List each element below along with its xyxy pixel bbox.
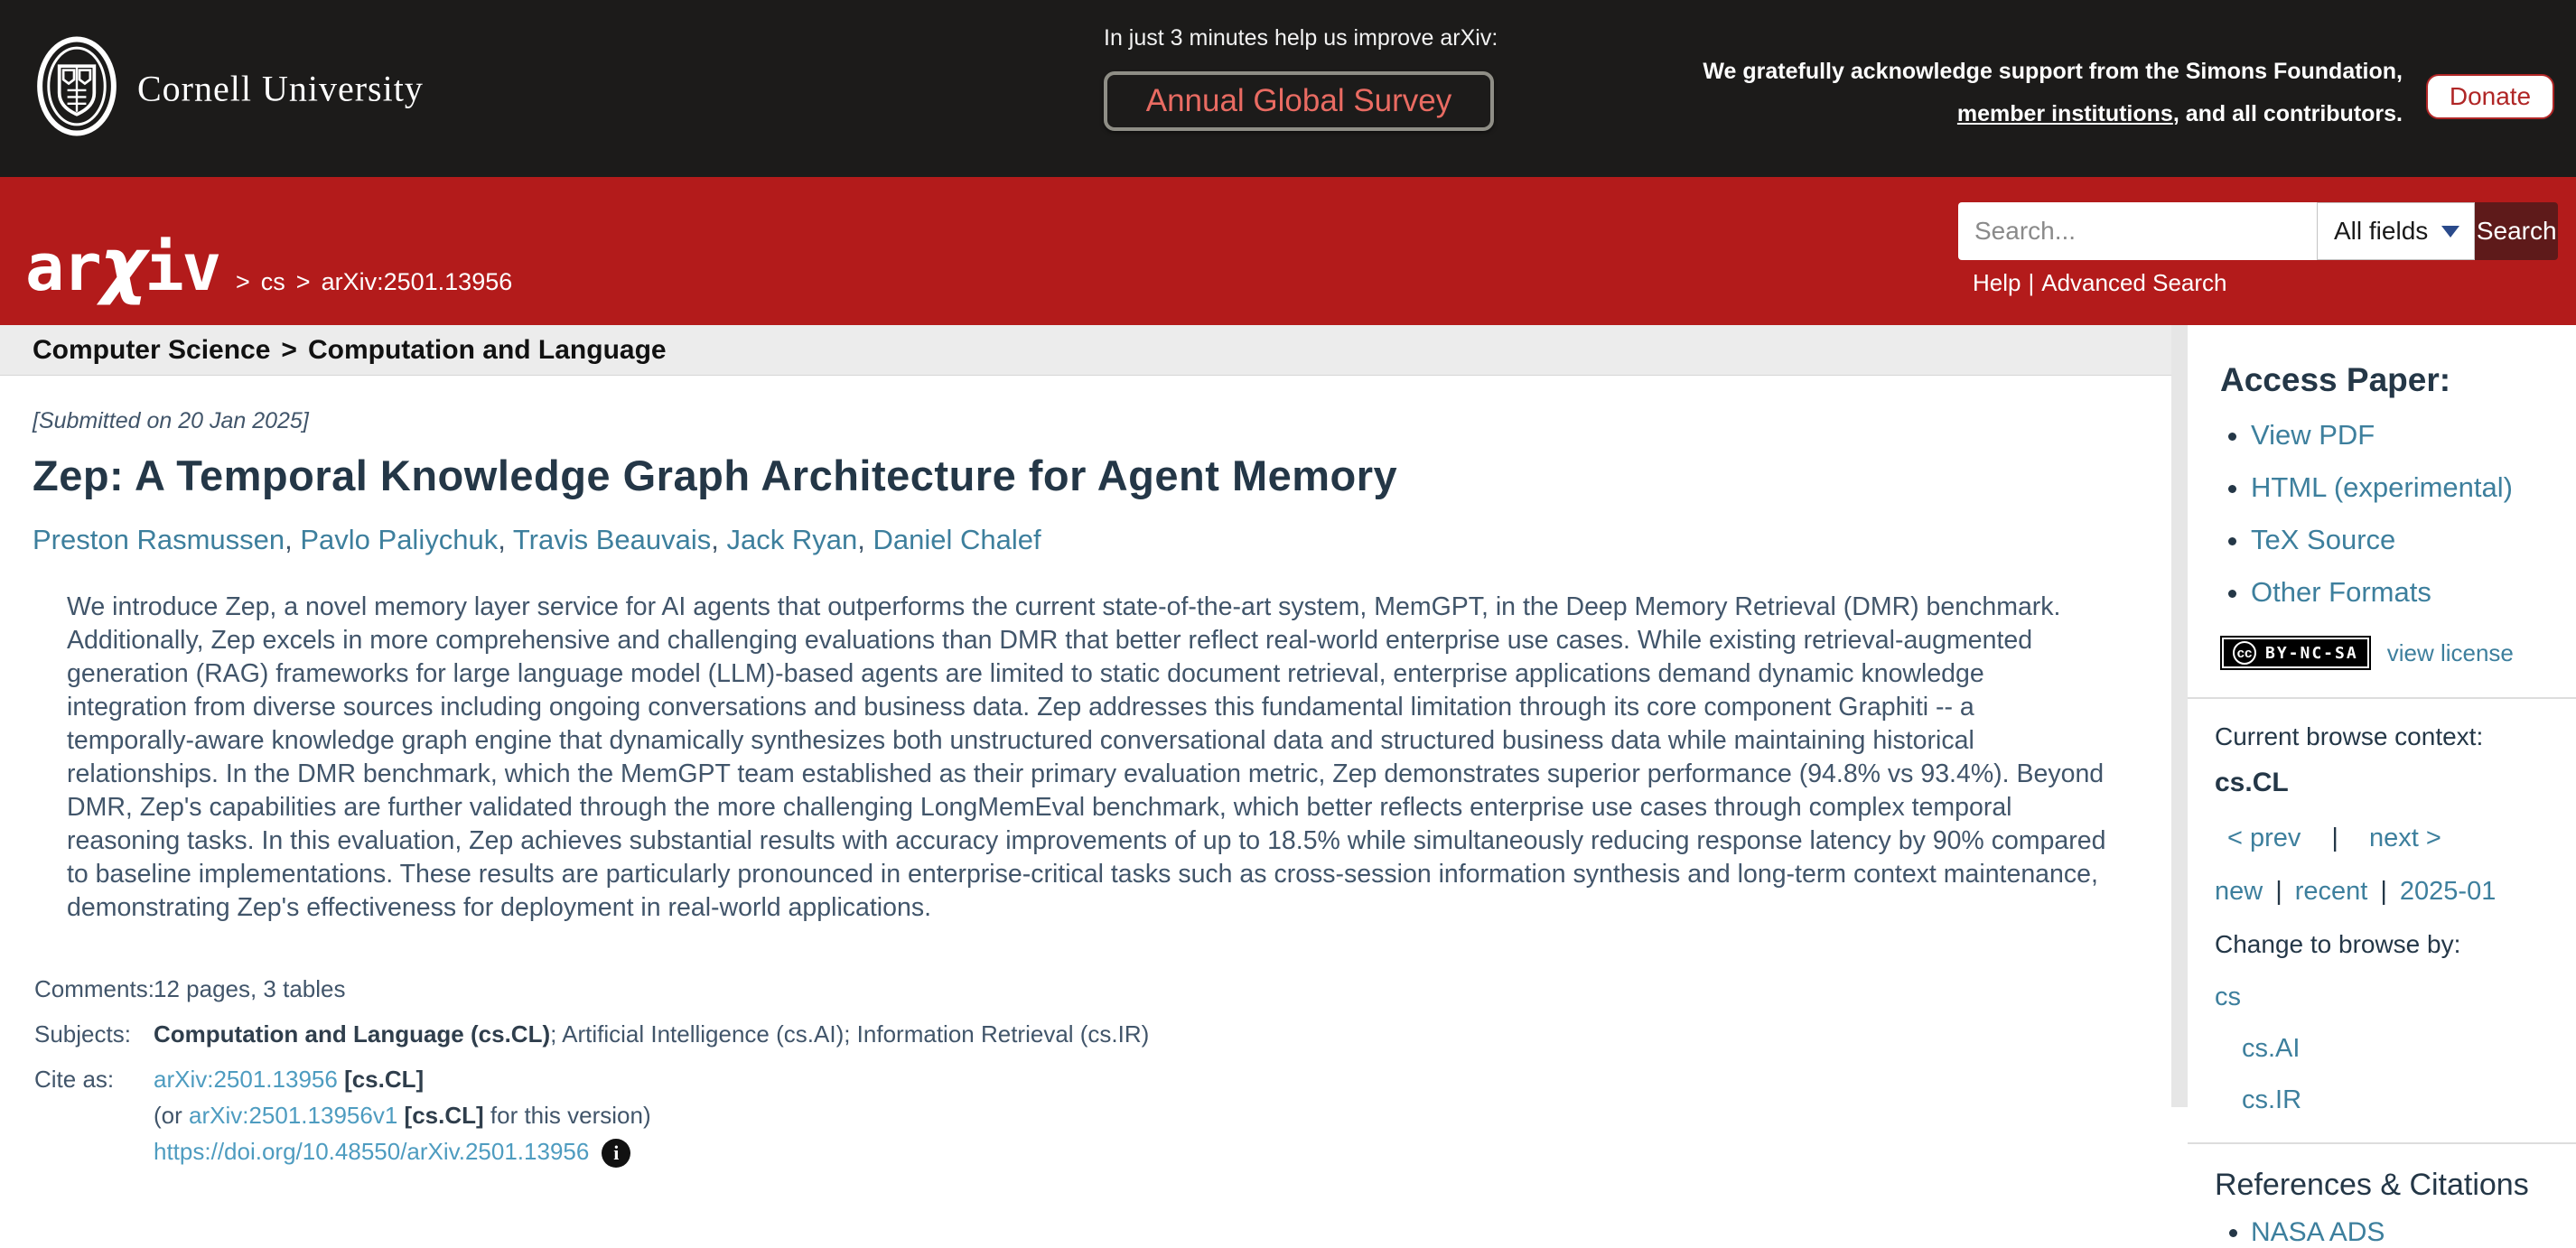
browse-context-label: Current browse context: — [2215, 722, 2484, 750]
cite-as-value — [154, 1062, 2135, 1170]
author-link[interactable]: Jack Ryan , — [727, 524, 873, 555]
breadcrumb-paper-id[interactable]: arXiv:2501.13956 — [321, 268, 513, 295]
access-paper-title: Access Paper: — [2220, 361, 2451, 398]
main-content — [0, 325, 2171, 1165]
browse-by-cs-ir — [2242, 1085, 2576, 1115]
other-formats-link[interactable]: Other Formats — [2251, 576, 2431, 608]
author-link[interactable]: Pavlo Paliychuk , — [300, 524, 513, 555]
search-field-select[interactable] — [2317, 202, 2475, 260]
authors-line — [33, 524, 2135, 556]
cs-ai-link[interactable]: cs.AI — [2242, 1034, 2301, 1063]
cornell-seal-icon — [36, 37, 117, 141]
author-link[interactable]: Daniel Chalef — [873, 524, 1041, 555]
cite-as-label: Cite as: — [34, 1066, 115, 1093]
author-link[interactable]: Preston Rasmussen , — [33, 524, 300, 555]
sidebar-divider — [2188, 1142, 2576, 1144]
view-license-link[interactable]: view license — [2386, 638, 2514, 666]
cc-icon: cc — [2233, 641, 2256, 665]
references-citations-title: References & Citations — [2215, 1168, 2529, 1202]
submission-date: [Submitted on 20 Jan 2025] — [33, 408, 309, 433]
chevron-down-icon — [2441, 226, 2459, 237]
donate-button[interactable]: Donate — [2426, 74, 2554, 119]
cite-line: arXiv:2501.13956 [cs.CL] — [154, 1066, 425, 1093]
next-link[interactable]: next > — [2368, 824, 2441, 852]
search-help-row: Help | Advanced Search — [1973, 269, 2227, 296]
arxiv-header — [0, 177, 2576, 325]
info-icon[interactable]: i — [602, 1139, 630, 1168]
subnav-archive[interactable]: Computer Science — [33, 334, 271, 365]
annual-global-survey-button[interactable]: Annual Global Survey — [1104, 71, 1494, 131]
browse-context-value: cs.CL — [2215, 768, 2289, 797]
list-item — [2251, 576, 2576, 609]
cs-ir-link[interactable]: cs.IR — [2242, 1085, 2302, 1114]
article — [0, 408, 2171, 1170]
comments-label: Comments: — [34, 975, 154, 1002]
references-links-list — [2207, 1217, 2576, 1248]
support-text — [1703, 51, 2403, 135]
abstract-text: We introduce Zep, a novel memory layer service for AI agents that outperforms the current state-of-the-art system, MemGPT, in the Deep Memory Retrieval (DMR) benchmark. Additionally, Zep excels in more comprehensive and challenging evaluations than DMR that better reflect real-world enterprise use cases. While existing retrieval-augmented generation (RAG) frameworks for large language model (LLM)-based agents are limited to static document retrieval, enterprise applications demand dynamic knowledge integration from diverse sources including ongoing conversations and business data. Zep addresses this fundamental limitation through its core component Graphiti -- a temporally-aware knowledge graph engine that dynamically synthesizes both unstructured conversational data and structured business data while maintaining historical relationships. In the DMR benchmark, which the MemGPT team established as their primary evaluation metric, Zep demonstrates superior performance (94.8% vs 93.4%). Beyond DMR, Zep's capabilities are further validated through the more challenging LongMemEval benchmark, which better reflects enterprise use cases through complex temporal reasoning tasks. In this evaluation, Zep achieves substantial results with accuracy improvements of up to 18.5% while simultaneously reducing response latency by 90% compared to baseline implementations. These results are particularly pronounced in enterprise-critical tasks such as cross-session information synthesis and long-term context maintenance, demonstrating Zep's effectiveness for deployment in real-world applications. — [67, 592, 2106, 922]
member-institutions-link[interactable]: member institutions — [1956, 101, 2173, 126]
survey-prompt: In just 3 minutes help us improve arXiv: — [1104, 25, 1498, 51]
license-row — [2220, 636, 2576, 670]
cornell-logo-block[interactable] — [36, 37, 424, 141]
support-line-1: We gratefully acknowledge support from the Simons Foundation, — [1703, 59, 2403, 84]
recent-link[interactable]: recent — [2294, 877, 2368, 906]
subjects-label: Subjects: — [34, 1020, 131, 1048]
author-link[interactable]: Travis Beauvais , — [513, 524, 727, 555]
breadcrumb — [236, 268, 512, 296]
prev-next-nav: < prev | next > — [2227, 824, 2441, 852]
breadcrumb-cs-link[interactable]: cs — [260, 268, 285, 295]
brand-breadcrumb — [25, 223, 512, 307]
subnav-separator: > — [281, 334, 297, 365]
month-link[interactable]: 2025-01 — [2399, 877, 2497, 906]
new-link[interactable]: new — [2215, 877, 2263, 906]
subnav-category[interactable]: Computation and Language — [307, 334, 667, 365]
sidebar-divider — [2188, 697, 2576, 699]
metadata-table — [34, 972, 2135, 1170]
search-field-value: All fields — [2334, 217, 2429, 245]
doi-line — [154, 1134, 2135, 1169]
arxiv-logo-chi: χ — [99, 223, 145, 307]
breadcrumb-separator: > — [236, 268, 250, 295]
search-button[interactable]: Search — [2475, 202, 2558, 260]
survey-block — [1104, 0, 1498, 131]
support-line-2: member institutions, and all contributors. — [1956, 101, 2403, 126]
search-area — [1958, 202, 2558, 297]
breadcrumb-separator: > — [295, 268, 311, 295]
arxiv-version-link[interactable]: arXiv:2501.13956v1 — [189, 1102, 398, 1129]
paper-title: Zep: A Temporal Knowledge Graph Architecture for Agent Memory — [33, 452, 1398, 499]
cc-license-badge[interactable]: cc BY-NC-SA — [2220, 636, 2371, 670]
tex-source-link[interactable]: TeX Source — [2251, 524, 2396, 555]
list-item — [2251, 419, 2576, 452]
doi-link[interactable]: https://doi.org/10.48550/arXiv.2501.13956 — [154, 1138, 590, 1165]
arxiv-logo[interactable]: arχiv — [25, 223, 220, 307]
cs-link[interactable]: cs — [2215, 983, 2241, 1011]
view-pdf-link[interactable]: View PDF — [2251, 419, 2375, 451]
access-links-list — [2207, 419, 2576, 609]
search-input[interactable] — [1958, 202, 2317, 260]
cornell-wordmark: Cornell University — [137, 68, 424, 109]
browse-by-cs-ai — [2242, 1034, 2576, 1064]
sidebar — [2188, 325, 2576, 1247]
arxiv-id-link[interactable]: arXiv:2501.13956 — [154, 1066, 338, 1093]
prev-link[interactable]: < prev — [2227, 824, 2301, 852]
browse-by-cs — [2215, 983, 2576, 1012]
cite-version-line: (or arXiv:2501.13956v1 [cs.CL] for this version) — [154, 1102, 651, 1129]
subjects-value: Computation and Language (cs.CL); Artificial Intelligence (cs.AI); Information Retrieval (cs.IR) — [154, 1020, 1150, 1048]
comments-value: 12 pages, 3 tables — [154, 975, 346, 1002]
column-divider — [2171, 325, 2188, 1107]
list-item — [2251, 524, 2576, 556]
listing-nav: new | recent | 2025-01 — [2215, 877, 2497, 906]
change-browse-label: Change to browse by: — [2215, 930, 2461, 958]
list-item — [2251, 1217, 2576, 1248]
list-item — [2251, 471, 2576, 504]
html-experimental-link[interactable]: HTML (experimental) — [2251, 471, 2513, 503]
help-link[interactable]: Help — [1973, 269, 2021, 296]
nasa-ads-link[interactable]: NASA ADS — [2251, 1217, 2385, 1247]
top-banner — [0, 0, 2576, 177]
advanced-search-link[interactable]: Advanced Search — [2041, 269, 2227, 296]
category-subnav — [0, 325, 2171, 376]
